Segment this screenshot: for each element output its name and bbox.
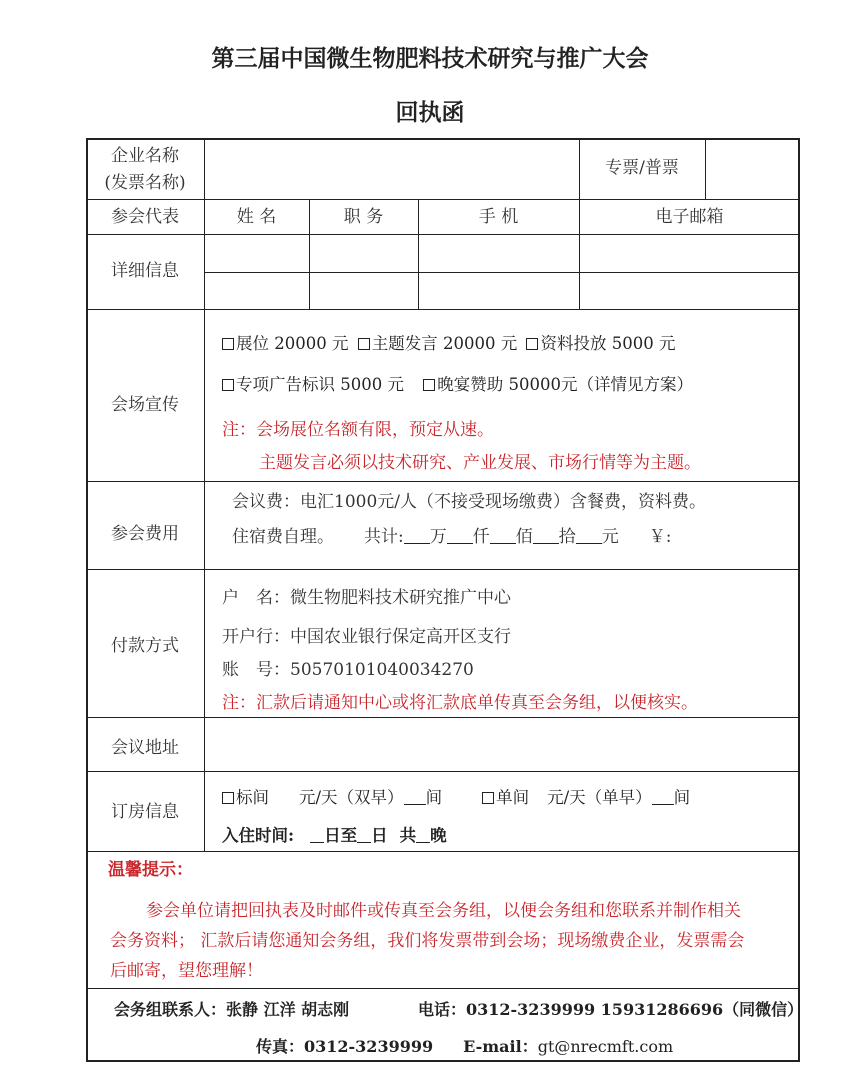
col-position-header: 职 务: [343, 207, 384, 227]
email-link[interactable]: gt@nrecmft.com: [537, 1037, 674, 1056]
document-subtitle: 回执函: [395, 99, 465, 126]
standard-room-checkbox[interactable]: [222, 792, 234, 804]
payment-note: 注：汇款后请通知中心或将汇款底单传真至会务组，以便核实。: [222, 693, 698, 713]
col-phone-header: 手 机: [478, 207, 519, 227]
invoice-type-label: 专票/普票: [605, 158, 679, 178]
reminder-line: 参会单位请把回执表及时邮件或传真至会务组，以便会务组和您联系并制作相关: [146, 901, 741, 921]
single-room-checkbox[interactable]: [482, 792, 494, 804]
col-name-header: 姓 名: [236, 207, 277, 227]
col-email-header: 电子邮箱: [655, 207, 724, 227]
account-number: 账 号：50570101040034270: [222, 660, 474, 680]
ad-checkbox[interactable]: [222, 379, 234, 391]
address-label: 会议地址: [111, 738, 179, 758]
bank-name: 开户行：中国农业银行保定高开区支行: [222, 627, 511, 647]
row-divider: [86, 851, 800, 852]
contact-fax-email: [256, 1039, 673, 1055]
booth-checkbox[interactable]: [222, 338, 234, 350]
email-label: E-mail：: [463, 1037, 538, 1056]
dinner-checkbox[interactable]: [423, 379, 435, 391]
detail-label: 详细信息: [111, 261, 179, 281]
promo-label: 会场宣传: [111, 395, 179, 415]
row-divider: [86, 717, 800, 718]
account-name: 户 名：微生物肥料技术研究推广中心: [222, 588, 511, 608]
keynote-checkbox[interactable]: [358, 338, 370, 350]
row-divider: [86, 234, 800, 235]
checkin-line: 入住时间: 日至 日 共 晚: [222, 826, 447, 845]
fee-label: 参会费用: [111, 524, 179, 544]
reminder-title: 温馨提示：: [108, 860, 193, 880]
row-divider: [86, 771, 800, 772]
contact-fax: 传真：0312-3239999: [256, 1037, 434, 1056]
row-divider: [86, 481, 800, 482]
promo-options-line2: 专项广告标识 5000 元 晚宴赞助 50000元（详情见方案）: [222, 377, 693, 394]
contact-phone: 电话：0312-3239999 15931286696（同微信）: [418, 1000, 804, 1019]
reminder-line: 会务资料； 汇款后请您通知会务组，我们将发票带到会场；现场缴费企业，发票需会: [110, 931, 745, 951]
payment-label: 付款方式: [111, 636, 179, 656]
invoice-name-label: (发票名称): [104, 173, 186, 193]
delegate-label: 参会代表: [111, 207, 179, 227]
promo-note: 注：会场展位名额有限，预定从速。: [222, 420, 494, 440]
promo-options-line1: 展位 20000 元 主题发言 20000 元 资料投放 5000 元: [222, 336, 675, 353]
fee-description: 会议费：电汇1000元/人（不接受现场缴费）含餐费，资料费。: [232, 492, 706, 512]
reminder-line: 后邮寄，望您理解！: [110, 961, 263, 981]
room-label: 订房信息: [111, 802, 179, 822]
row-divider: [86, 988, 800, 989]
document-title: 第三届中国微生物肥料技术研究与推广大会: [211, 45, 649, 72]
row-divider: [86, 199, 800, 200]
row-divider: [204, 272, 800, 273]
company-label: 企业名称: [111, 146, 179, 166]
promo-note-topic: 主题发言必须以技术研究、产业发展、市场行情等为主题。: [259, 453, 701, 473]
room-options: 标间 元/天（双早） 间 单间 元/天（单早） 间: [222, 790, 690, 807]
contact-people: 会务组联系人：张静 江洋 胡志刚: [114, 1000, 350, 1019]
row-divider: [86, 309, 800, 310]
column-divider: [705, 138, 706, 199]
column-divider: [204, 138, 205, 851]
material-checkbox[interactable]: [526, 338, 538, 350]
row-divider: [86, 569, 800, 570]
fee-total-line: 住宿费自理。 共计: 万 仟 佰 拾 元 ￥:: [232, 527, 672, 547]
